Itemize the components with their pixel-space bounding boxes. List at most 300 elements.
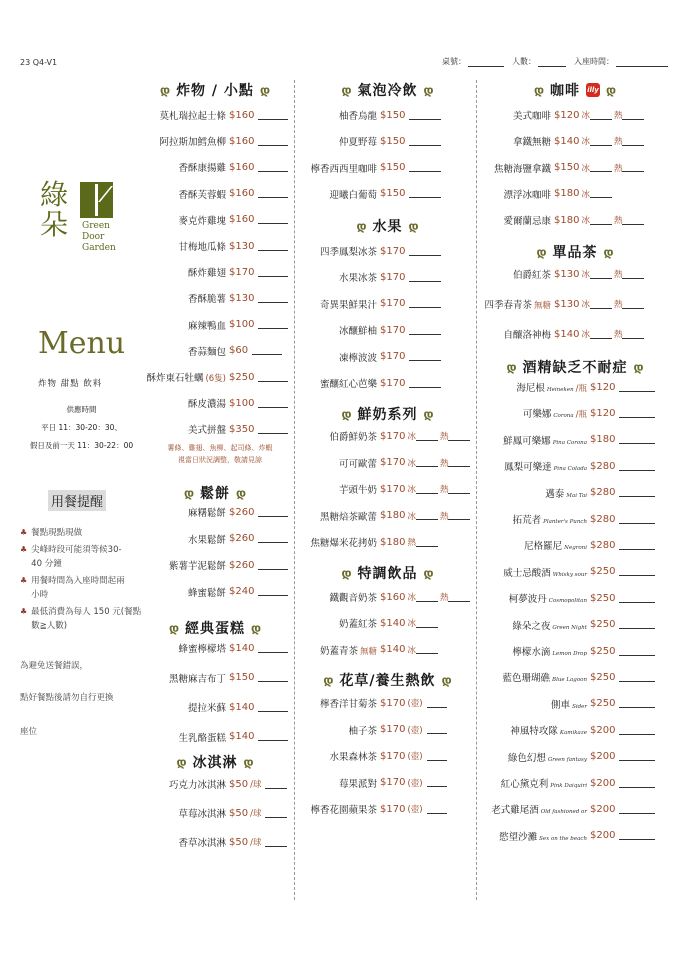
qty-field[interactable] <box>258 215 288 224</box>
menu-item[interactable] <box>387 433 655 447</box>
ornament-left-icon: დ <box>506 360 517 374</box>
item-price: $170 <box>380 777 406 788</box>
item-name: 奶蓋青茶 <box>319 645 358 657</box>
qty-field[interactable] <box>619 779 655 788</box>
item-name: 伯爵紅茶 <box>512 270 551 281</box>
section-header-alcohol <box>485 357 665 377</box>
item-english-name: Sider <box>572 703 587 710</box>
item-price: $260 <box>229 533 255 544</box>
menu-item[interactable] <box>387 565 655 579</box>
item-name: 美式咖啡 <box>512 111 551 122</box>
notice-list: ♣ 餐點現點現做 ♣ 尖峰時段可能須等候30-40 分鐘 ♣ 用餐時間為入座時間起兩小時 ♣ 最低消費為每人 150 元(餐點數≧人數) <box>20 528 142 631</box>
ornament-right-icon: დ <box>408 219 419 233</box>
menu-item[interactable] <box>177 244 441 258</box>
item-price: $170 <box>380 724 406 735</box>
ornament-right-icon: დ <box>236 486 247 500</box>
item-name: 水果冰茶 <box>338 273 377 285</box>
qty-field[interactable] <box>619 673 655 682</box>
cold-option: 冰 <box>407 619 416 630</box>
item-english-name: Mai Tai <box>566 492 587 499</box>
section-header-tea <box>485 242 665 262</box>
item-name: 可樂娜 <box>522 409 552 421</box>
item-name: 柚香烏龍 <box>338 111 377 122</box>
item-price: $170 <box>380 483 406 495</box>
item-name: 酥皮濃湯 <box>187 399 226 411</box>
item-name: 奇異果鮮果汁 <box>319 299 377 311</box>
item-name: 藍色珊瑚礁 <box>502 673 551 685</box>
item-price: $160 <box>229 161 255 173</box>
qty-field[interactable] <box>265 838 287 847</box>
hot-option: 熱 <box>439 485 449 495</box>
ornament-right-icon: დ <box>243 755 254 769</box>
item-price: $250 <box>590 671 616 683</box>
hot-qty-field[interactable] <box>622 163 644 172</box>
item-name: 黑糖焙茶歐蕾 <box>319 511 377 523</box>
menu-item[interactable] <box>387 776 655 790</box>
item-english-name: Negroni <box>564 545 587 552</box>
cold-option: 冰 <box>581 189 590 200</box>
cold-option: 冰 <box>581 330 590 340</box>
menu-item[interactable] <box>26 213 288 227</box>
item-english-name: Heineken <box>546 387 574 393</box>
menu-title: Menu <box>38 326 126 361</box>
item-price: $100 <box>229 397 255 409</box>
qty-field[interactable] <box>619 488 655 497</box>
ornament-left-icon: დ <box>536 245 547 259</box>
cold-qty-field[interactable] <box>590 300 612 309</box>
cold-qty-field[interactable] <box>590 330 612 339</box>
item-name: 水果森林茶 <box>329 752 377 763</box>
item-name: 柯夢波丹 <box>508 594 547 606</box>
item-name: 鮮鳳可樂娜 <box>503 435 551 447</box>
item-name: 提拉米蘇 <box>187 703 226 715</box>
item-price: $280 <box>590 539 616 551</box>
item-name: 威士忌酸酒 <box>503 567 551 579</box>
item-name: 香酥芙蓉蝦 <box>178 189 226 201</box>
item-name: 酥炸東石牡蠣 <box>146 373 204 384</box>
cold-option: 冰 <box>581 137 590 148</box>
menu-item[interactable] <box>26 558 288 572</box>
ornament-right-icon: დ <box>259 83 270 97</box>
item-unit: /球 <box>250 838 262 848</box>
cold-qty-field[interactable] <box>590 189 612 198</box>
qty-field[interactable] <box>258 673 288 682</box>
menu-item[interactable] <box>387 512 655 526</box>
item-name: 草莓冰淇淋 <box>178 809 226 820</box>
qty-field[interactable] <box>409 247 441 256</box>
item-name: 柚子茶 <box>348 725 377 737</box>
hot-option: 熱 <box>613 216 623 227</box>
time-field[interactable] <box>616 58 668 67</box>
notice-extra3: 座位 <box>20 727 38 737</box>
item-name: 自釀洛神梅 <box>503 330 551 341</box>
hours-holiday: 假日及前一天 11：30-22：00 <box>29 441 134 450</box>
item-english-name: Lemon Drop <box>552 651 587 657</box>
item-price: $200 <box>590 724 616 736</box>
section-header-coffee <box>485 80 665 100</box>
menu-item[interactable] <box>387 618 655 632</box>
item-price: $130 <box>229 240 255 252</box>
cold-qty-field[interactable] <box>590 216 612 225</box>
item-unit: /瓶 <box>575 384 587 394</box>
qty-field[interactable] <box>258 561 288 570</box>
item-english-name: Kamikaze <box>559 730 587 737</box>
item-unit: (壺) <box>407 805 423 815</box>
item-name: 海尼根 <box>516 383 545 394</box>
item-name: 邁泰 <box>545 488 565 500</box>
item-name: 神風特攻隊 <box>510 726 558 738</box>
menu-item[interactable] <box>387 591 655 605</box>
item-name: 漂浮冰咖啡 <box>503 189 551 201</box>
item-price: $170 <box>380 324 406 336</box>
item-name: 可可歐蕾 <box>338 458 377 470</box>
hot-option: 熱 <box>407 538 416 548</box>
item-name: 冰釀鮮柚 <box>338 326 377 338</box>
item-unit: /球 <box>250 780 262 790</box>
item-name: 焦糖爆米花拷奶 <box>310 538 377 549</box>
menu-item[interactable] <box>387 459 655 473</box>
item-name: 綠色幻想 <box>507 752 546 764</box>
item-price: $50 <box>229 807 249 819</box>
hot-option: 熱 <box>613 270 623 280</box>
item-name: 香酥脆薯 <box>187 294 226 306</box>
item-name: 酥炸雞翅 <box>187 268 226 280</box>
item-unit: /瓶 <box>575 410 587 421</box>
ornament-right-icon: დ <box>606 83 617 97</box>
item-price: $170 <box>380 803 406 815</box>
item-english-name: Planter's Punch <box>543 519 587 525</box>
menu-item[interactable] <box>26 396 288 410</box>
ornament-left-icon: დ <box>323 673 334 687</box>
hot-option: 熱 <box>613 137 623 148</box>
hot-option: 熱 <box>613 163 623 174</box>
item-price: $250 <box>590 592 616 604</box>
menu-item[interactable] <box>351 213 644 227</box>
menu-item[interactable] <box>351 324 644 341</box>
hot-qty-field[interactable] <box>622 300 644 309</box>
item-price: $250 <box>590 645 616 657</box>
item-price: $100 <box>229 319 255 331</box>
item-price: $200 <box>590 830 616 842</box>
item-name: 四季鳳梨冰茶 <box>319 247 377 258</box>
ornament-left-icon: დ <box>168 621 179 635</box>
menu-item[interactable] <box>387 406 655 420</box>
item-price: $140 <box>380 644 406 656</box>
item-price: $180 <box>554 214 580 226</box>
ornament-left-icon: დ <box>341 407 352 421</box>
item-name: 香酥康揚雞 <box>178 163 226 175</box>
illy-logo: illy <box>586 83 600 97</box>
qty-field[interactable] <box>619 805 655 814</box>
item-extra: (6隻) <box>205 374 226 384</box>
qty-field[interactable] <box>409 352 441 361</box>
item-extra: 無糖 <box>359 646 377 657</box>
item-extra: 無糖 <box>533 301 551 311</box>
menu-item[interactable] <box>387 380 655 394</box>
section-header-soda <box>305 80 470 100</box>
menu-item[interactable] <box>387 538 655 552</box>
hot-option: 熱 <box>439 511 449 522</box>
item-name: 鳳梨可樂達 <box>504 462 552 474</box>
item-name: 麥克炸雞塊 <box>178 215 226 227</box>
doc-code: 23 Q4-V1 <box>20 58 58 67</box>
item-name: 黑糖麻吉布丁 <box>168 673 226 685</box>
qty-field[interactable] <box>619 831 655 840</box>
people-label: 人數： <box>512 57 536 66</box>
item-unit: (壺) <box>407 725 423 736</box>
menu-item[interactable] <box>177 350 441 364</box>
cold-option: 冰 <box>581 163 590 174</box>
menu-item[interactable] <box>387 750 655 764</box>
qty-field[interactable] <box>619 435 655 444</box>
item-name: 老式雞尾酒 <box>491 805 539 817</box>
section-title: 鬆餅 <box>200 486 230 502</box>
item-name: 檸香花園蘋果茶 <box>310 805 377 816</box>
section-title: 單品茶 <box>552 245 598 261</box>
qty-field[interactable] <box>619 699 655 708</box>
item-price: $140 <box>229 642 255 654</box>
item-price: $180 <box>554 188 580 200</box>
item-name: 莓果派對 <box>338 778 377 790</box>
item-price: $260 <box>229 559 255 571</box>
menu-item[interactable] <box>387 644 655 658</box>
section-title: 炸物 / 小點 <box>176 83 254 99</box>
item-english-name: Cosmopolitan <box>548 598 587 605</box>
item-english-name: Green Night <box>552 624 587 631</box>
hot-qty-field[interactable] <box>622 330 644 339</box>
item-price: $200 <box>590 803 616 815</box>
qty-field[interactable] <box>619 620 655 629</box>
cold-option: 冰 <box>407 458 416 469</box>
menu-item[interactable] <box>387 697 655 711</box>
item-name: 伯爵鮮奶茶 <box>329 432 377 443</box>
section-header-fried <box>140 80 290 100</box>
ornament-right-icon: დ <box>603 245 614 259</box>
item-price: $170 <box>380 351 406 363</box>
item-name: 紫薯芋泥鬆餅 <box>168 561 226 572</box>
qty-field[interactable] <box>619 726 655 735</box>
item-name: 阿拉斯加鱈魚柳 <box>159 137 226 149</box>
ornament-right-icon: დ <box>633 360 644 374</box>
item-price: $130 <box>554 298 580 310</box>
item-price: $250 <box>590 566 616 578</box>
item-name: 蜂蜜檸檬塔 <box>178 644 226 655</box>
menu-item[interactable] <box>26 835 287 849</box>
ornament-left-icon: დ <box>356 219 367 233</box>
item-name: 香草冰淇淋 <box>178 838 226 849</box>
item-name: 檸香西西里咖啡 <box>310 163 377 175</box>
section-title: 氣泡冷飲 <box>357 83 418 99</box>
qty-field[interactable] <box>619 462 655 471</box>
item-name: 愛爾蘭忌康 <box>503 216 551 228</box>
notice-title: 用餐提醒 <box>48 490 106 511</box>
item-note: 薯條、雞翅、魚柳、起司條、炸蝦 <box>167 444 273 452</box>
item-price: $170 <box>380 377 406 389</box>
item-price: $160 <box>229 188 255 200</box>
item-price: $180 <box>380 536 406 548</box>
item-price: $170 <box>380 457 406 468</box>
menu-item[interactable] <box>26 671 288 685</box>
item-price: $250 <box>229 371 255 383</box>
hot-qty-field[interactable] <box>622 111 644 120</box>
item-price: $180 <box>380 510 406 521</box>
cold-option: 冰 <box>581 300 590 310</box>
item-price: $60 <box>229 345 249 357</box>
item-price: $250 <box>590 698 616 710</box>
ornament-left-icon: დ <box>533 83 544 97</box>
item-price: $280 <box>590 513 616 525</box>
hot-option: 熱 <box>613 300 623 310</box>
menu-item[interactable] <box>351 297 644 311</box>
item-english-name: Corona <box>553 413 574 420</box>
item-price: $170 <box>380 245 406 257</box>
item-note: 視當日狀況調整，敬請見諒 <box>178 456 262 464</box>
item-name: 生乳酪蛋糕 <box>178 732 226 744</box>
item-unit: (壺) <box>407 699 423 709</box>
item-price: $160 <box>229 214 255 226</box>
item-price: $150 <box>380 188 406 200</box>
hot-option: 熱 <box>439 458 449 469</box>
ornament-left-icon: დ <box>176 755 187 769</box>
cold-qty-field[interactable] <box>590 137 612 146</box>
item-name: 水果鬆餅 <box>187 534 226 546</box>
item-price: $250 <box>590 619 616 631</box>
menu-item[interactable] <box>351 267 644 281</box>
ornament-right-icon: დ <box>423 566 434 580</box>
item-price: $150 <box>380 109 406 121</box>
item-name: 麻糬鬆餅 <box>187 508 226 519</box>
item-price: $140 <box>554 328 580 340</box>
item-name: 凍檸波波 <box>338 352 377 364</box>
item-name: 慾望沙灘 <box>499 831 538 843</box>
cold-option: 冰 <box>581 270 590 280</box>
item-name: 甘梅地瓜條 <box>178 242 226 253</box>
item-price: $150 <box>229 672 255 684</box>
time-label: 入座時間： <box>574 57 614 66</box>
hot-qty-field[interactable] <box>622 216 644 225</box>
item-name: 四季春青茶 <box>484 300 532 311</box>
item-price: $50 <box>229 836 249 848</box>
cold-option: 冰 <box>581 111 590 121</box>
qty-field[interactable] <box>619 594 655 603</box>
item-english-name: Whisky sour <box>552 571 587 578</box>
item-price: $150 <box>380 162 406 174</box>
item-english-name: Sex on the beach <box>539 835 587 842</box>
item-name: 莫札瑞拉起士條 <box>159 111 226 122</box>
item-price: $160 <box>229 109 255 121</box>
cold-option: 冰 <box>407 645 416 656</box>
people-field[interactable] <box>538 58 566 67</box>
section-title: 水果 <box>372 219 403 235</box>
section-title: 經典蛋糕 <box>185 621 245 637</box>
cold-qty-field[interactable] <box>590 163 612 172</box>
hot-qty-field[interactable] <box>622 270 644 279</box>
section-title: 花草/養生熱飲 <box>339 673 436 689</box>
item-name: 仲夏野莓 <box>338 137 377 149</box>
item-name: 巧克力冰淇淋 <box>168 780 226 791</box>
brand-cn: 綠朵 <box>40 178 69 241</box>
hours-weekday: 平日 11：30-20：30、 <box>41 423 122 432</box>
qty-field[interactable] <box>258 399 288 408</box>
menu-item[interactable] <box>351 134 644 148</box>
qty-field[interactable] <box>619 541 655 550</box>
menu-item[interactable] <box>387 486 655 500</box>
item-name: 側車 <box>551 699 571 711</box>
qty-field[interactable] <box>619 409 655 418</box>
item-name: 美式拼盤 <box>187 425 226 437</box>
section-title: 酒精缺乏不耐症 <box>522 360 628 376</box>
item-price: $200 <box>590 751 616 763</box>
menu-item[interactable] <box>351 108 644 122</box>
ornament-right-icon: დ <box>441 673 452 687</box>
item-name: 蜂蜜鬆餅 <box>187 587 226 599</box>
hot-option: 熱 <box>613 111 623 121</box>
ornament-left-icon: დ <box>341 83 352 97</box>
qty-field[interactable] <box>619 515 655 524</box>
ornament-right-icon: დ <box>251 621 262 635</box>
item-price: $140 <box>554 135 580 147</box>
notice-extra1: 為避免送餐錯誤， <box>20 661 89 671</box>
item-price: $170 <box>380 298 406 310</box>
qty-field[interactable] <box>619 647 655 656</box>
table-field[interactable] <box>468 58 504 67</box>
item-name: 麻辣鴨血 <box>187 320 226 332</box>
item-price: $140 <box>380 617 406 629</box>
hot-qty-field[interactable] <box>622 137 644 146</box>
item-unit: (壺) <box>407 752 423 762</box>
item-price: $280 <box>590 460 616 472</box>
item-name: 芋頭牛奶 <box>338 485 377 496</box>
menu-item[interactable] <box>387 829 655 843</box>
item-price: $150 <box>380 135 406 147</box>
menu-item[interactable] <box>387 802 655 816</box>
menu-item[interactable] <box>351 161 644 175</box>
menu-item[interactable] <box>351 187 612 201</box>
item-price: $140 <box>229 701 255 713</box>
menu-item[interactable] <box>387 670 655 684</box>
qty-field[interactable] <box>619 752 655 761</box>
hot-option: 熱 <box>439 593 449 603</box>
item-price: $170 <box>380 697 406 709</box>
item-price: $120 <box>590 381 616 393</box>
cold-qty-field[interactable] <box>590 270 612 279</box>
qty-field[interactable] <box>619 567 655 576</box>
item-unit: /球 <box>250 809 262 819</box>
section-title: 冰淇淋 <box>192 755 238 771</box>
item-price: $50 <box>229 778 249 790</box>
ornament-left-icon: დ <box>183 486 194 500</box>
hot-option: 熱 <box>439 432 449 442</box>
item-price: $280 <box>590 487 616 499</box>
item-name: 香蒜麵包 <box>187 346 226 358</box>
menu-item[interactable] <box>387 723 655 737</box>
item-price: $350 <box>229 423 255 435</box>
item-price: $120 <box>554 109 580 121</box>
item-name: 蜜釀紅心芭樂 <box>319 379 377 390</box>
item-price: $120 <box>590 407 616 419</box>
qty-field[interactable] <box>619 383 655 392</box>
item-price: $200 <box>590 777 616 789</box>
item-price: $180 <box>590 434 616 446</box>
item-price: $150 <box>554 162 580 174</box>
notice-extra2: 點好餐點後請勿自行更換 <box>20 693 114 703</box>
item-name: 奶蓋紅茶 <box>338 619 377 631</box>
item-price: $260 <box>229 506 255 518</box>
item-name: 尼格羅尼 <box>524 541 563 553</box>
item-price: $170 <box>229 266 255 278</box>
cold-qty-field[interactable] <box>590 111 612 120</box>
table-label: 桌號： <box>442 57 466 66</box>
